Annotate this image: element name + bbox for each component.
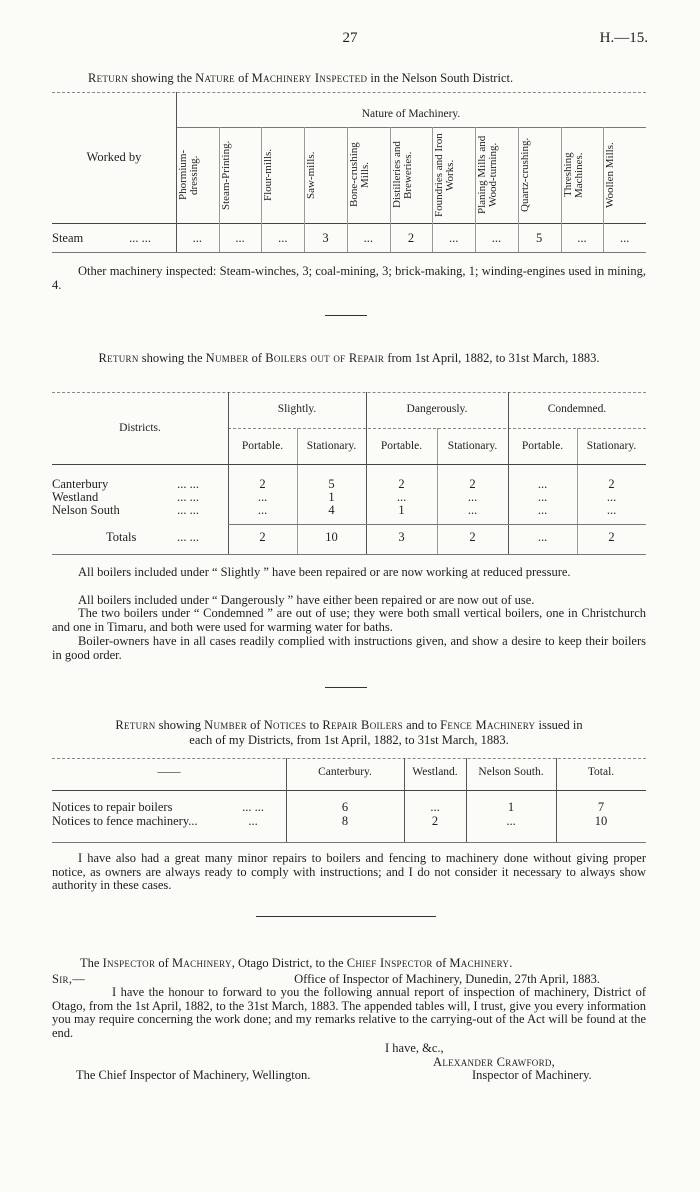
row-label: Notices to repair boilers	[52, 800, 173, 814]
total-cell: 2	[469, 530, 476, 544]
letter-closing: I have, &c.,	[385, 1041, 444, 1055]
value-cell: 1	[328, 490, 335, 504]
title-word: Notices	[263, 718, 307, 732]
heading-word: , Otago District, to the	[231, 956, 347, 970]
total-cell: 3	[398, 530, 405, 544]
districts-header: Districts.	[119, 422, 161, 434]
boilers-note-1: All boilers included under “ Slightly ” have been repaired or are now working at reduced pressure.	[78, 565, 571, 579]
value-cell: ...	[449, 231, 459, 245]
column-header: Distilleries and Breweries.	[390, 141, 414, 209]
letter-body: I have the honour to forward to you the following annual report of inspection of machinery, District of Otago, from the 1st April, 1882, to the 31st March, 1883. The appended tables will, I trust, give you every information you may require concerning the work done; and my remarks relative to the carrying-out of the Act will be found at the end.	[52, 985, 646, 1040]
value-cell: ...	[606, 503, 617, 517]
column-header: Total.	[587, 766, 615, 778]
value-cell: 7	[597, 800, 605, 814]
document-reference: H.—15.	[599, 30, 648, 46]
row-label: Steam	[52, 231, 84, 245]
total-cell: 10	[325, 530, 338, 544]
machinery-return-title	[88, 71, 668, 86]
column-header: Woollen Mills.	[604, 142, 617, 208]
other-machinery-note: Other machinery inspected: Steam-winches, 3; coal-mining, 3; brick-making, 1; winding-engines used in mining, 4.	[52, 264, 646, 292]
value-cell: 2	[407, 231, 415, 245]
title-word: in the Nelson South District.	[367, 71, 514, 85]
column-header: Westland.	[412, 766, 458, 778]
value-cell: ...	[537, 477, 548, 491]
subheader: Portable.	[380, 440, 423, 452]
group-header-dangerously: Dangerously.	[406, 403, 468, 415]
table-border-bottom	[52, 842, 646, 843]
group-header-condemned: Condemned.	[547, 403, 607, 415]
value-cell: ...	[257, 503, 268, 517]
title-word: of	[248, 351, 266, 365]
value-cell: ...	[467, 503, 478, 517]
blank-header: ——	[157, 766, 181, 778]
column-header: Foundries and Iron Works.	[433, 133, 457, 217]
heading-word: of	[432, 956, 450, 970]
value-cell: ...	[192, 231, 203, 245]
title-word: Nature	[195, 71, 235, 85]
value-cell: ...	[619, 231, 630, 245]
value-cell: 3	[322, 231, 329, 245]
title-word: from 1st April, 1882, to 31st March, 1883.	[384, 351, 600, 365]
heading-word: of	[155, 956, 172, 970]
title-word: Fence Machinery	[440, 718, 536, 732]
value-cell: ...	[396, 490, 407, 504]
boilers-note-2: All boilers included under “ Dangerously ” have either been repaired or are now out of use.	[78, 593, 535, 607]
totals-rule	[228, 524, 646, 525]
title-word: Return	[98, 351, 139, 365]
section-divider	[325, 687, 367, 688]
subheader: Portable.	[241, 440, 284, 452]
section-divider	[256, 916, 436, 917]
value-cell: ...	[537, 503, 548, 517]
heading-word: Machinery	[171, 956, 232, 970]
value-cell: ...	[363, 231, 373, 245]
district-name: Canterbury	[52, 477, 109, 491]
group-header: Nature of Machinery.	[361, 108, 461, 120]
title-word: Return	[115, 718, 156, 732]
district-name: Westland	[52, 490, 99, 504]
subheader: Stationary.	[447, 440, 498, 452]
value-cell: 4	[328, 503, 335, 517]
column-header: Canterbury.	[318, 766, 372, 778]
heading-word: Inspector	[102, 956, 156, 970]
table-border-top	[52, 392, 646, 393]
addressee: The Chief Inspector of Machinery, Wellington.	[76, 1068, 311, 1082]
boilers-return-title	[52, 351, 646, 366]
office-line: Office of Inspector of Machinery, Dunedin, 27th April, 1883.	[294, 972, 600, 986]
table-border-top	[52, 92, 646, 93]
column-header: Planing Mills and Wood-turning.	[476, 135, 500, 215]
subheader: Portable.	[521, 440, 564, 452]
title-word: to	[306, 718, 323, 732]
row-label: Notices to fence machinery...	[52, 814, 198, 828]
value-cell: ...	[606, 490, 617, 504]
column-header: Nelson South.	[478, 766, 544, 778]
value-cell: ...	[577, 231, 587, 245]
leader-dots: ... ...	[177, 503, 199, 517]
value-cell: 10	[594, 814, 608, 828]
title-word: showing	[155, 718, 205, 732]
heading-word: Chief Inspector	[346, 956, 433, 970]
leader-dots: ... ...	[177, 490, 199, 504]
value-cell: 1	[398, 503, 405, 517]
value-cell: 5	[536, 231, 543, 245]
table-border-bottom	[52, 554, 646, 555]
value-cell: 8	[341, 814, 349, 828]
column-header: Phormium-dressing.	[177, 149, 200, 201]
value-cell: ...	[278, 231, 288, 245]
leader-dots: ...	[248, 814, 258, 828]
table-border-bottom	[52, 252, 646, 253]
group-header-slightly: Slightly.	[277, 403, 317, 415]
column-header: Quartz-crushing.	[518, 137, 531, 213]
title-word: issued in	[535, 718, 583, 732]
leader-dots: ... ...	[177, 477, 199, 491]
title-word: Number	[205, 351, 249, 365]
value-cell: 2	[608, 477, 615, 491]
value-cell: ...	[257, 490, 268, 504]
column-header: Threshing Machines.	[561, 152, 585, 198]
value-cell: ...	[235, 231, 245, 245]
header-separator	[52, 464, 646, 465]
value-cell: ...	[491, 231, 502, 245]
salutation: Sir,—	[52, 972, 86, 986]
title-word: of	[234, 71, 252, 85]
header-separator	[52, 223, 646, 224]
total-cell: 2	[608, 530, 615, 544]
value-cell: ...	[537, 490, 548, 504]
row-header: Worked by	[86, 150, 142, 164]
value-cell: 2	[431, 814, 439, 828]
total-cell: ...	[537, 530, 548, 544]
title-word: Boilers out of Repair	[265, 351, 385, 365]
subheader: Stationary.	[586, 440, 637, 452]
title-word: Machinery Inspected	[251, 71, 368, 85]
section-divider	[325, 315, 367, 316]
value-cell: ...	[467, 490, 478, 504]
value-cell: ...	[430, 800, 440, 814]
page-number: 27	[342, 30, 358, 46]
value-cell: 6	[341, 800, 349, 814]
title-line-1	[52, 718, 646, 733]
value-cell: 1	[507, 800, 515, 814]
title-line-2: each of my Districts, from 1st April, 1882, to 31st March, 1883.	[189, 733, 509, 747]
heading-word: Machinery	[449, 956, 510, 970]
letter-signature: Alexander Crawford,	[433, 1055, 556, 1069]
heading-word: The	[80, 956, 103, 970]
column-header: Flour-mills.	[262, 148, 275, 202]
subheader: Stationary.	[306, 440, 357, 452]
notices-note: I have also had a great many minor repairs to boilers and fencing to machinery done without giving proper notice, as owners are always ready to comply with instructions; and I do not consider it necessary to always show authority in these cases.	[52, 851, 646, 892]
notices-return-title	[52, 718, 646, 748]
group-underline	[176, 127, 646, 128]
value-cell: ...	[506, 814, 516, 828]
district-name: Nelson South	[52, 503, 120, 517]
total-cell: 2	[259, 530, 266, 544]
column-header: Saw-mills.	[305, 151, 318, 199]
title-word: and to	[403, 718, 441, 732]
totals-label: Totals	[106, 530, 137, 544]
leader-dots: ... ...	[129, 231, 151, 245]
leader-dots: ... ...	[177, 530, 199, 544]
letter-heading	[52, 956, 646, 971]
boilers-note-3: The two boilers under “ Condemned ” are out of use; they were both small vertical boilers, one in Christchurch and one in Timaru, and both were used for warming water for baths.	[52, 606, 646, 634]
value-cell: 5	[328, 477, 335, 491]
value-cell: 2	[259, 477, 266, 491]
column-header: Steam-Printing.	[219, 140, 232, 210]
value-cell: 2	[398, 477, 405, 491]
value-cell: 2	[469, 477, 476, 491]
title-word: Repair Boilers	[322, 718, 403, 732]
title-word: Number	[204, 718, 248, 732]
signatory-title: Inspector of Machinery.	[472, 1068, 592, 1082]
title-word: showing the	[138, 351, 206, 365]
heading-word: .	[509, 956, 513, 970]
title-word: showing the	[128, 71, 196, 85]
boilers-note-4: Boiler-owners have in all cases readily complied with instructions given, and show a desire to keep their boilers in good order.	[52, 634, 646, 662]
title-word: Return	[88, 71, 129, 85]
header-separator	[52, 790, 646, 791]
title-word: of	[247, 718, 264, 732]
leader-dots: ... ...	[242, 800, 264, 814]
column-header: Bone-crushing Mills.	[347, 142, 371, 208]
